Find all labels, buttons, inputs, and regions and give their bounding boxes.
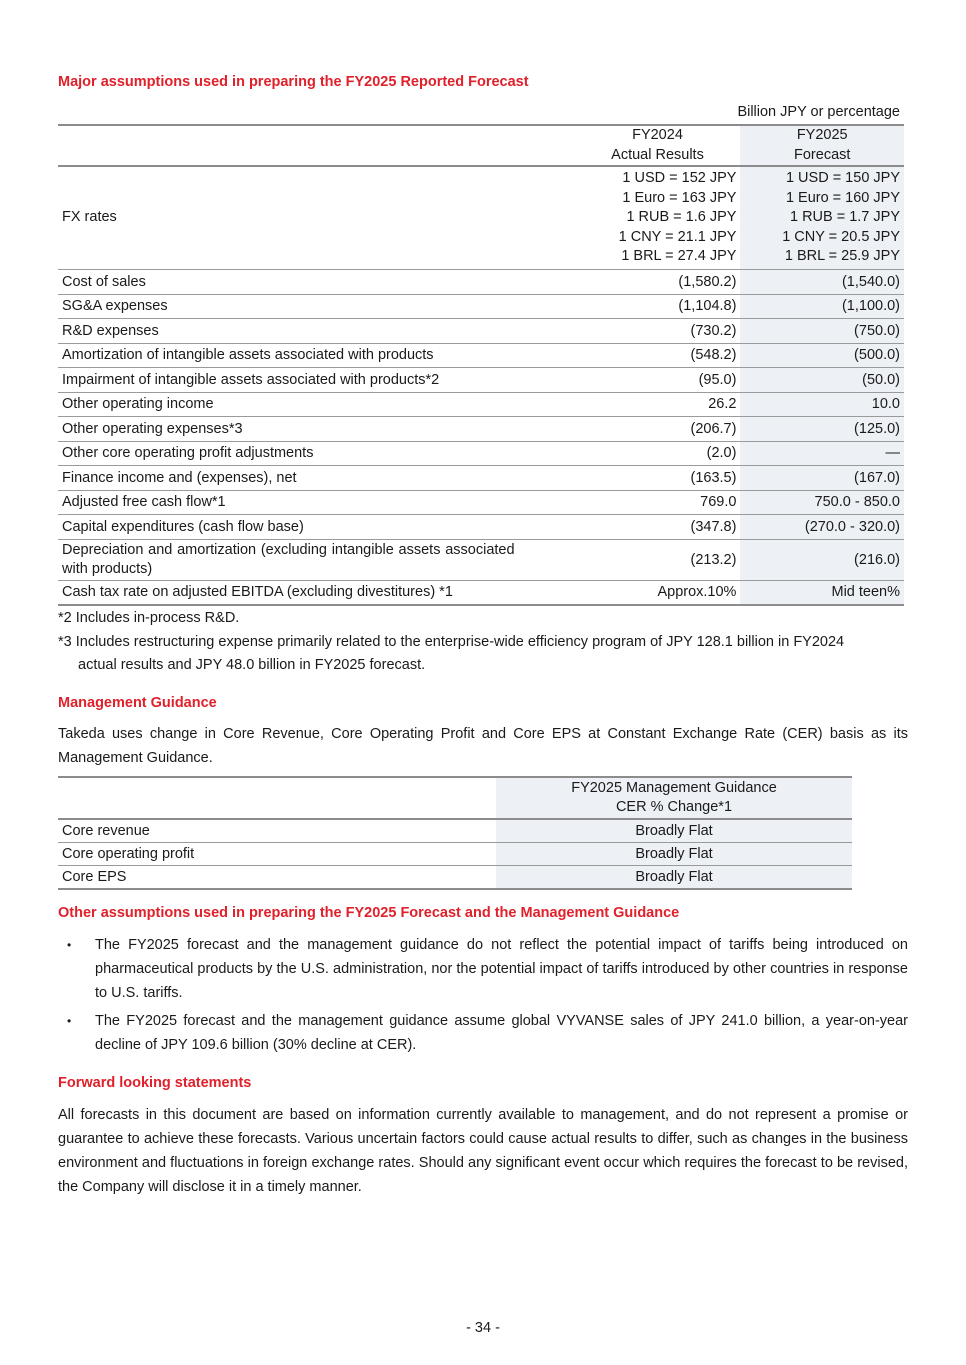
table-row: Cost of sales (1,580.2) (1,540.0) xyxy=(58,270,904,295)
assumptions-table xyxy=(58,124,904,606)
section-heading-management-guidance: Management Guidance xyxy=(58,695,217,711)
fx-fy2024-values: 1 USD = 152 JPY 1 Euro = 163 JPY 1 RUB = 1.6 JPY 1 CNY = 21.1 JPY 1 BRL = 27.4 JPY xyxy=(575,166,741,270)
column-header-fy2024: FY2024 Actual Results xyxy=(575,125,741,166)
column-header-guidance: FY2025 Management Guidance CER % Change*1 xyxy=(496,777,852,819)
list-item: • The FY2025 forecast and the management guidance assume global VYVANSE sales of JPY 241.0 billion, a year-on-year decline of JPY 109.6 billion (30% decline at CER). xyxy=(58,1009,908,1057)
table-header-row xyxy=(58,777,852,819)
management-guidance-paragraph: Takeda uses change in Core Revenue, Core Operating Profit and Core EPS at Constant Exchange Rate (CER) basis as its Management Guidance. xyxy=(58,726,908,766)
table-footnotes xyxy=(58,607,908,678)
footnote-3: *3 Includes restructuring expense primarily related to the enterprise-wide efficiency program of JPY 128.1 billion in FY2024 xyxy=(58,633,845,650)
table-row: Impairment of intangible assets associated with products*2 (95.0) (50.0) xyxy=(58,368,904,393)
table-header-row xyxy=(58,125,904,166)
table-row: Core EPS Broadly Flat xyxy=(58,866,852,890)
table-row: Adjusted free cash flow*1 769.0 750.0 - 850.0 xyxy=(58,490,904,515)
table-row: Core operating profit Broadly Flat xyxy=(58,843,852,866)
table-row: Amortization of intangible assets associated with products (548.2) (500.0) xyxy=(58,343,904,368)
table-row: Cash tax rate on adjusted EBITDA (excluding divestitures) *1 Approx.10% Mid teen% xyxy=(58,580,904,605)
table-row: Other core operating profit adjustments (2.0) — xyxy=(58,441,904,466)
table-row: Core revenue Broadly Flat xyxy=(58,819,852,843)
table-row: Capital expenditures (cash flow base) (347.8) (270.0 - 320.0) xyxy=(58,515,904,540)
footnote-2: *2 Includes in-process R&D. xyxy=(58,610,240,626)
list-item: • The FY2025 forecast and the management guidance do not reflect the potential impact of tariffs being introduced on pharmaceutical products by the U.S. administration, nor the potential impact of tariffs introduced by other countries in response to U.S. tariffs. xyxy=(58,933,908,1005)
table-row: Depreciation and amortization (excluding intangible assets associated with products) (213.2) (216.0) xyxy=(58,539,904,580)
table-row: Other operating income 26.2 10.0 xyxy=(58,392,904,417)
row-label: FX rates xyxy=(58,166,575,270)
section-heading-other-assumptions: Other assumptions used in preparing the FY2025 Forecast and the Management Guidance xyxy=(58,905,680,921)
unit-note: Billion JPY or percentage xyxy=(737,104,900,120)
fx-fy2025-values: 1 USD = 150 JPY 1 Euro = 160 JPY 1 RUB = 1.7 JPY 1 CNY = 20.5 JPY 1 BRL = 25.9 JPY xyxy=(740,166,904,270)
section-heading-major-assumptions: Major assumptions used in preparing the FY2025 Reported Forecast xyxy=(58,74,529,90)
section-heading-forward-looking: Forward looking statements xyxy=(58,1075,252,1091)
page-number: - 34 - xyxy=(466,1320,500,1336)
other-assumptions-list xyxy=(58,933,908,1061)
management-guidance-table xyxy=(58,776,852,890)
table-row: SG&A expenses (1,104.8) (1,100.0) xyxy=(58,294,904,319)
forward-looking-paragraph: All forecasts in this document are based on information currently available to management, and do not represent a promise or guarantee to achieve these forecasts. Various uncertain factors could cause actual results to differ, such as changes in the business environment and fluctuations in foreign exchange rates. Should any significant event occur which requires the forecast to be revised, the Company will disclose it in a timely manner. xyxy=(58,1107,908,1195)
table-row-fx-rates xyxy=(58,166,904,270)
table-row: Other operating expenses*3 (206.7) (125.0) xyxy=(58,417,904,442)
table-row: R&D expenses (730.2) (750.0) xyxy=(58,319,904,344)
bullet-icon: • xyxy=(67,938,72,952)
table-row: Finance income and (expenses), net (163.5) (167.0) xyxy=(58,466,904,491)
column-header-fy2025: FY2025 Forecast xyxy=(740,125,904,166)
footnote-3-continued: actual results and JPY 48.0 billion in FY2025 forecast. xyxy=(78,657,426,673)
bullet-icon: • xyxy=(67,1014,72,1028)
